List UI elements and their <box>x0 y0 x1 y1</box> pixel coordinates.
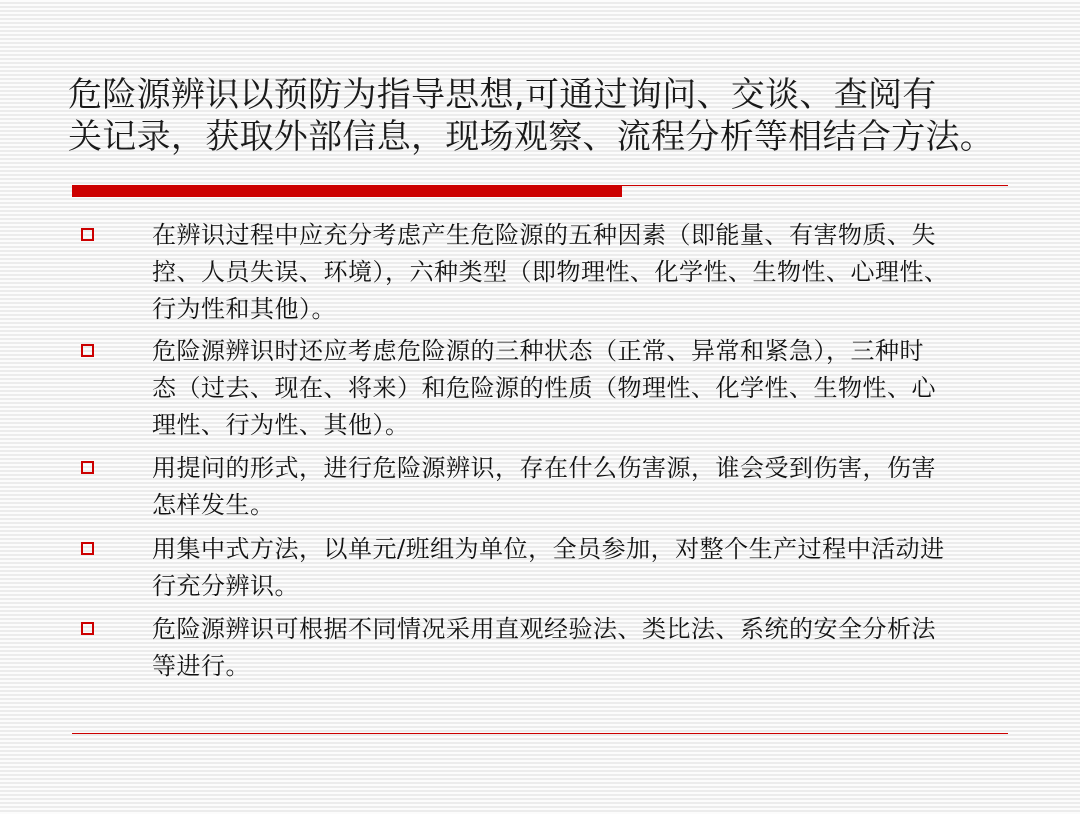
bullet-text-2: 危险源辨识时还应考虑危险源的三种状态（正常、异常和紧急），三种时 态（过去、现在、将来）和危险源的性质（物理性、化学性、生物性、心 理性、行为性、其他）。 <box>152 337 936 439</box>
bullet-text-3: 用提问的形式，进行危险源辨识，存在什么伤害源，谁会受到伤害，伤害 怎样发生。 <box>152 454 936 519</box>
bullet-text-4: 用集中式方法，以单元/班组为单位，全员参加，对整个生产过程中活动进 行充分辨识。 <box>152 535 945 600</box>
slide-title: 危险源辨识以预防为指导思想,可通过询问、交谈、查阅有 关记录，获取外部信息，现场观察、流程分析等相结合方法。 <box>68 75 995 157</box>
bullet-text-1: 在辨识过程中应充分考虑产生危险源的五种因素（即能量、有害物质、失 控、人员失误、环境），六种类型（即物理性、化学性、生物性、心理性、 行为性和其他）。 <box>152 221 949 323</box>
hollow-square-bullet-icon <box>81 461 94 474</box>
hollow-square-bullet-icon <box>81 622 94 635</box>
hollow-square-bullet-icon <box>81 344 94 357</box>
footer-divider <box>72 733 1008 734</box>
hollow-square-bullet-icon <box>81 228 94 241</box>
hollow-square-bullet-icon <box>81 542 94 555</box>
bullet-text-5: 危险源辨识可根据不同情况采用直观经验法、类比法、系统的安全分析法 等进行。 <box>152 615 936 680</box>
title-underline-thin <box>622 185 1008 186</box>
title-underline-thick <box>72 185 622 197</box>
